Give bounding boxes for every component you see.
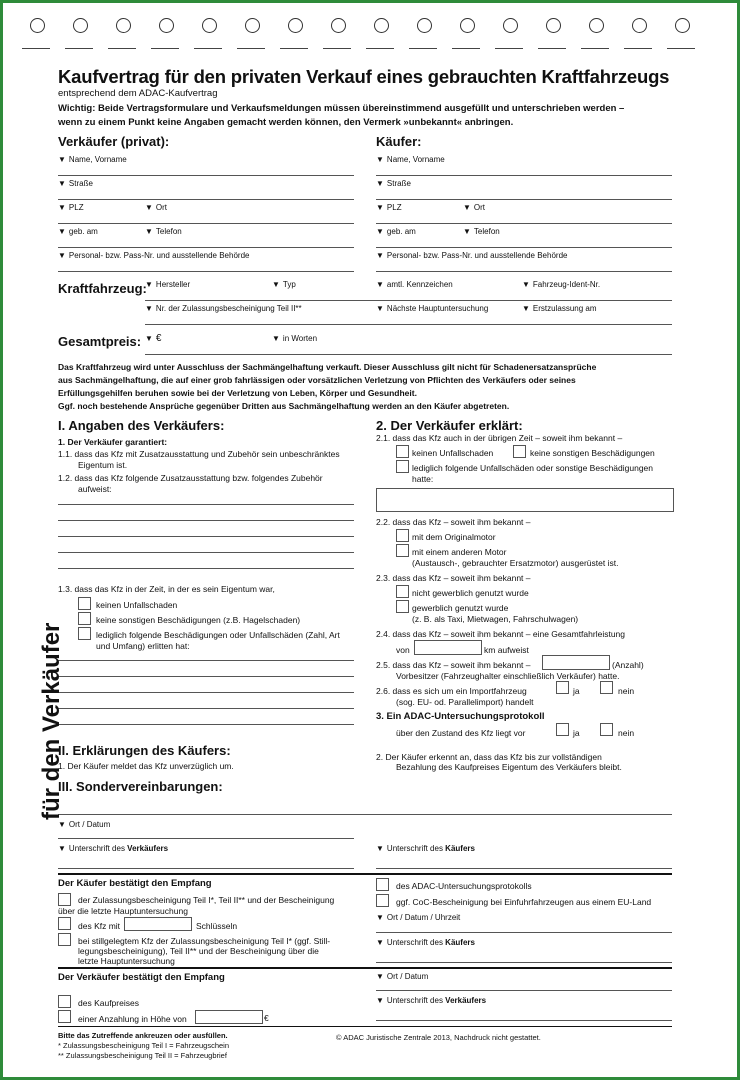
item-1-2-b: aufweist:	[78, 484, 112, 494]
mileage-von: von	[396, 645, 410, 655]
punch-hole	[632, 18, 647, 33]
buyer-receipt-place-field[interactable]	[376, 932, 672, 933]
vehicle-row2-field[interactable]	[145, 324, 672, 325]
seller-heading: Verkäufer (privat):	[58, 134, 170, 149]
item-2-2: 2.2. dass das Kfz – soweit ihm bekannt –	[376, 517, 531, 527]
buyer-born-phone-field[interactable]	[376, 247, 672, 248]
protocol-yes-label: ja	[573, 728, 580, 738]
vehicle-regno-label: ▼ Nr. der Zulassungsbescheinigung Teil II**	[145, 304, 302, 313]
item-2-5: 2.5. dass das Kfz – soweit ihm bekannt –	[376, 660, 531, 670]
warning-line-2: wenn zu einem Punkt keine Angaben gemacht werden können, den Vermerk »unbekannt« anbringen.	[58, 117, 514, 128]
vehicle-vin-label: ▼ Fahrzeug-Ident-Nr.	[522, 280, 600, 289]
option-original-engine: mit dem Originalmotor	[412, 532, 496, 542]
damage-line-4[interactable]	[58, 708, 354, 709]
mileage-km: km aufweist	[484, 645, 529, 655]
seller-receipt-heading: Der Verkäufer bestätigt den Empfang	[58, 972, 225, 983]
damage-line-5[interactable]	[58, 724, 354, 725]
perforation-dash	[495, 48, 523, 49]
buyer-receipt-signature-label: ▼ Unterschrift des Käufers	[376, 938, 475, 947]
perforation-dash	[667, 48, 695, 49]
accessory-line-5[interactable]	[58, 568, 354, 569]
punch-hole	[460, 18, 475, 33]
damage-line-3[interactable]	[58, 692, 354, 693]
punch-hole	[30, 18, 45, 33]
place-date-label: ▼ Ort / Datum	[58, 820, 110, 829]
vehicle-type-label: ▼ Typ	[272, 280, 296, 289]
receipt-r2a: des Kfz mit	[78, 921, 121, 931]
perforation-dash	[624, 48, 652, 49]
special-agreements-field[interactable]	[58, 814, 672, 815]
punch-hole	[73, 18, 88, 33]
buyer-street-field[interactable]	[376, 199, 672, 200]
punch-hole	[202, 18, 217, 33]
footer-fn1: * Zulassungsbescheinigung Teil I = Fahrzeugschein	[58, 1041, 230, 1050]
liability-line-3: Erfüllungsgehilfen beruhen sowie bei der Verletzung von Leben, Körper und Gesundheit.	[58, 388, 417, 398]
checkbox-2-1-no-damage[interactable]	[513, 445, 526, 458]
mileage-field[interactable]	[414, 640, 482, 655]
option-other-engine-b: (Austausch-, gebrauchter Ersatzmotor) ausgerüstet ist.	[412, 558, 619, 568]
buyer-phone-label: ▼ Telefon	[463, 227, 500, 236]
accessory-line-1[interactable]	[58, 504, 354, 505]
perforation-dash	[581, 48, 609, 49]
item-2-6-b: (sog. EU- od. Parallelimport) handelt	[396, 697, 534, 707]
option-1-3-no-damage: keine sonstigen Beschädigungen (z.B. Hagelschaden)	[96, 615, 301, 625]
item-1-1-a: 1.1. dass das Kfz mit Zusatzausstattung und Zubehör sein unbeschränktes	[58, 449, 340, 459]
perforation-dash	[280, 48, 308, 49]
buyer-signature-field[interactable]	[376, 868, 672, 869]
item-2-5-b: Vorbesitzer (Fahrzeughalter einschließlich Verkäufer) hatte.	[396, 671, 620, 681]
buyer-street-label: ▼ Straße	[376, 179, 411, 188]
receipt-r3a: bei stillgelegtem Kfz der Zulassungsbescheinigung Teil I* (ggf. Still-	[78, 936, 331, 946]
seller-phone-label: ▼ Telefon	[145, 227, 182, 236]
section-1-sub: 1. Der Verkäufer garantiert:	[58, 437, 168, 447]
seller-receipt-signature-label: ▼ Unterschrift des Verkäufers	[376, 996, 486, 1005]
option-1-3-damage-a: lediglich folgende Beschädigungen oder Unfallschäden (Zahl, Art	[96, 630, 340, 640]
perforation-dash	[237, 48, 265, 49]
punch-hole	[503, 18, 518, 33]
punch-hole	[159, 18, 174, 33]
checkbox-coc[interactable]	[376, 894, 389, 907]
price-heading: Gesamtpreis:	[58, 334, 142, 349]
seller-born-phone-field[interactable]	[58, 247, 354, 248]
punch-hole	[331, 18, 346, 33]
receipt-right1: des ADAC-Untersuchungsprotokolls	[396, 881, 532, 891]
footer-copyright: © ADAC Juristische Zentrale 2013, Nachdruck nicht gestattet.	[336, 1033, 541, 1042]
checkbox-price-received[interactable]	[58, 995, 71, 1008]
checkbox-other-engine[interactable]	[396, 544, 409, 557]
footer-divider	[58, 1026, 672, 1027]
deposit-amount-field[interactable]	[195, 1010, 263, 1024]
buyer-name-field[interactable]	[376, 175, 672, 176]
buyer-city-label: ▼ Ort	[463, 203, 485, 212]
footer-fn2: ** Zulassungsbescheinigung Teil II = Fahrzeugbrief	[58, 1051, 227, 1060]
punch-hole	[116, 18, 131, 33]
checkbox-2-1-no-accident[interactable]	[396, 445, 409, 458]
checkbox-2-1-damage[interactable]	[396, 460, 409, 473]
item-3-heading: 3. Ein ADAC-Untersuchungsprotokoll	[376, 711, 545, 722]
perforation-dash	[323, 48, 351, 49]
perforation-dash	[409, 48, 437, 49]
receipt-r3b: legungsbescheinigung), Teil II** und der Bescheinigung über die	[78, 946, 319, 956]
damage-line-2[interactable]	[58, 676, 354, 677]
section-2b-heading: II. Erklärungen des Käufers:	[58, 743, 231, 758]
receipt2-divider	[58, 967, 672, 969]
damage-line-1[interactable]	[58, 660, 354, 661]
vehicle-firstreg-label: ▼ Erstzulassung am	[522, 304, 597, 313]
receipt-right2: ggf. CoC-Bescheinigung bei Einfuhrfahrzeugen aus einem EU-Land	[396, 897, 652, 907]
keys-count-field[interactable]	[124, 917, 192, 931]
option-other-engine-a: mit einem anderen Motor	[412, 547, 507, 557]
sideways-label: für den Verkäufer	[38, 622, 65, 820]
seller-id-field[interactable]	[58, 271, 354, 272]
seller-zip-city-field[interactable]	[58, 223, 354, 224]
perforation-dash	[366, 48, 394, 49]
vehicle-heading: Kraftfahrzeug:	[58, 281, 147, 296]
price-words-label: ▼ in Worten	[272, 334, 317, 343]
section-2-heading: 2. Der Verkäufer erklärt:	[376, 418, 523, 433]
seller-signature-label: ▼ Unterschrift des Verkäufers	[58, 844, 168, 853]
accessory-line-4[interactable]	[58, 552, 354, 553]
checkbox-1-3-no-damage[interactable]	[78, 612, 91, 625]
receipt2-r2: einer Anzahlung in Höhe von	[78, 1014, 187, 1024]
buyer-receipt-signature-field[interactable]	[376, 962, 672, 963]
checkbox-commercial[interactable]	[396, 600, 409, 613]
buyer-decl-2a: 2. Der Käufer erkennt an, dass das Kfz bis zur vollständigen	[376, 752, 602, 762]
perforation-dash	[65, 48, 93, 49]
seller-receipt-place-field[interactable]	[376, 990, 672, 991]
option-2-1-damage-a: lediglich folgende Unfallschäden oder sonstige Beschädigungen	[412, 463, 654, 473]
option-1-3-damage-b: und Umfang) erlitten hat:	[96, 641, 190, 651]
perforation-dash	[194, 48, 222, 49]
section-3-heading: III. Sondervereinbarungen:	[58, 779, 223, 794]
owners-count-label: (Anzahl)	[612, 660, 644, 670]
place-date-field[interactable]	[58, 838, 354, 839]
punch-hole	[245, 18, 260, 33]
checkbox-1-3-damage[interactable]	[78, 627, 91, 640]
receipt-r3c: letzte Hauptuntersuchung	[78, 956, 175, 966]
item-2-1: 2.1. dass das Kfz auch in der übrigen Zeit – soweit ihm bekannt –	[376, 433, 623, 443]
checkbox-protocol-no[interactable]	[600, 723, 613, 736]
item-2-4: 2.4. dass das Kfz – soweit ihm bekannt – eine Gesamtfahrleistung	[376, 629, 625, 639]
option-commercial-a: gewerblich genutzt wurde	[412, 603, 509, 613]
checkbox-import-no[interactable]	[600, 681, 613, 694]
import-yes-label: ja	[573, 686, 580, 696]
checkbox-registration-docs[interactable]	[58, 893, 71, 906]
vehicle-row1-field[interactable]	[145, 300, 672, 301]
page-title: Kaufvertrag für den privaten Verkauf eines gebrauchten Kraftfahrzeugs	[58, 66, 670, 87]
checkbox-protocol-yes[interactable]	[556, 723, 569, 736]
item-1-2-a: 1.2. dass das Kfz folgende Zusatzausstattung bzw. folgendes Zubehör	[58, 473, 323, 483]
seller-street-label: ▼ Straße	[58, 179, 93, 188]
seller-born-label: ▼ geb. am	[58, 227, 98, 236]
receipt-r1b: über die letzte Hauptuntersuchung	[58, 906, 188, 916]
item-2-6-a: 2.6. dass es sich um ein Importfahrzeug	[376, 686, 527, 696]
accessory-line-3[interactable]	[58, 536, 354, 537]
seller-signature-field[interactable]	[58, 868, 354, 869]
perforation-dash	[452, 48, 480, 49]
price-currency: ▼ €	[145, 333, 161, 344]
buyer-name-label: ▼ Name, Vorname	[376, 155, 445, 164]
punch-hole	[675, 18, 690, 33]
deposit-euro: €	[264, 1013, 269, 1023]
punch-hole	[417, 18, 432, 33]
perforation-dash	[538, 48, 566, 49]
item-3-text: über den Zustand des Kfz liegt vor	[396, 728, 526, 738]
checkbox-original-engine[interactable]	[396, 529, 409, 542]
checkbox-keys[interactable]	[58, 917, 71, 930]
liability-line-2: aus Sachmängelhaftung, die auf einer grob fahrlässigen oder vorsätzlichen Verletzung von Pflichten des Verkäufers oder seines	[58, 375, 576, 385]
buyer-receipt-place-label: ▼ Ort / Datum / Uhrzeit	[376, 913, 460, 922]
seller-name-label: ▼ Name, Vorname	[58, 155, 127, 164]
option-not-commercial: nicht gewerblich genutzt wurde	[412, 588, 529, 598]
punch-hole	[288, 18, 303, 33]
option-1-3-no-accident: keinen Unfallschaden	[96, 600, 178, 610]
seller-zip-label: ▼ PLZ	[58, 203, 84, 212]
section-1-heading: I. Angaben des Verkäufers:	[58, 418, 225, 433]
warning-line-1: Wichtig: Beide Vertragsformulare und Verkaufsmeldungen müssen übereinstimmend ausgefüllt und unterschrieben werden –	[58, 103, 625, 114]
checkbox-adac-protocol[interactable]	[376, 878, 389, 891]
import-no-label: nein	[618, 686, 635, 696]
damage-2-1-field[interactable]	[376, 488, 674, 512]
buyer-zip-city-field[interactable]	[376, 223, 672, 224]
accessory-line-2[interactable]	[58, 520, 354, 521]
item-1-3: 1.3. dass das Kfz in der Zeit, in der es sein Eigentum war,	[58, 584, 275, 594]
liability-line-4: Ggf. noch bestehende Ansprüche gegenüber Dritten aus Sachmängelhaftung werden an den Käufer abgetreten.	[58, 401, 510, 411]
seller-receipt-signature-field[interactable]	[376, 1020, 672, 1021]
checkbox-deregistered[interactable]	[58, 933, 71, 946]
buyer-signature-label: ▼ Unterschrift des Käufers	[376, 844, 475, 853]
seller-street-field[interactable]	[58, 199, 354, 200]
seller-city-label: ▼ Ort	[145, 203, 167, 212]
punch-hole	[374, 18, 389, 33]
perforation-dash	[22, 48, 50, 49]
vehicle-maker-label: ▼ Hersteller	[145, 280, 190, 289]
protocol-no-label: nein	[618, 728, 635, 738]
option-2-1-damage-b: hatte:	[412, 474, 434, 484]
receipt-r2b: Schlüsseln	[196, 921, 238, 931]
checkbox-deposit[interactable]	[58, 1010, 71, 1023]
vehicle-inspection-label: ▼ Nächste Hauptuntersuchung	[376, 304, 488, 313]
buyer-decl-2b: Bezahlung des Kaufpreises Eigentum des Verkäufers bleibt.	[396, 762, 622, 772]
buyer-born-label: ▼ geb. am	[376, 227, 416, 236]
perforation-dash	[151, 48, 179, 49]
footer-note: Bitte das Zutreffende ankreuzen oder ausfüllen.	[58, 1031, 228, 1040]
option-commercial-b: (z. B. als Taxi, Mietwagen, Fahrschulwagen)	[412, 614, 579, 624]
option-2-1-no-damage: keine sonstigen Beschädigungen	[530, 448, 655, 458]
option-2-1-no-accident: keinen Unfallschaden	[412, 448, 494, 458]
receipt-r1a: der Zulassungsbescheinigung Teil I*, Teil II** und der Bescheinigung	[78, 895, 335, 905]
seller-id-label: ▼ Personal- bzw. Pass-Nr. und ausstellende Behörde	[58, 251, 249, 260]
perforation-dash	[108, 48, 136, 49]
buyer-id-label: ▼ Personal- bzw. Pass-Nr. und ausstellende Behörde	[376, 251, 567, 260]
item-2-3: 2.3. dass das Kfz – soweit ihm bekannt –	[376, 573, 531, 583]
buyer-heading: Käufer:	[376, 134, 422, 149]
checkbox-import-yes[interactable]	[556, 681, 569, 694]
subtitle: entsprechend dem ADAC-Kaufvertrag	[58, 88, 218, 99]
item-1-1-b: Eigentum ist.	[78, 460, 128, 470]
buyer-decl-1: 1. Der Käufer meldet das Kfz unverzüglich um.	[58, 761, 234, 771]
owners-count-field[interactable]	[542, 655, 610, 670]
punch-hole	[546, 18, 561, 33]
punch-hole	[589, 18, 604, 33]
seller-receipt-place-label: ▼ Ort / Datum	[376, 972, 428, 981]
receipt2-r1: des Kaufpreises	[78, 998, 139, 1008]
buyer-id-field[interactable]	[376, 271, 672, 272]
price-field[interactable]	[145, 354, 672, 355]
buyer-zip-label: ▼ PLZ	[376, 203, 402, 212]
liability-line-1: Das Kraftfahrzeug wird unter Ausschluss der Sachmängelhaftung verkauft. Dieser Ausschluss gilt nicht für Schadenersatzansprüche	[58, 362, 597, 372]
buyer-receipt-heading: Der Käufer bestätigt den Empfang	[58, 878, 212, 889]
seller-name-field[interactable]	[58, 175, 354, 176]
checkbox-not-commercial[interactable]	[396, 585, 409, 598]
vehicle-plate-label: ▼ amtl. Kennzeichen	[376, 280, 453, 289]
receipt-divider	[58, 873, 672, 875]
checkbox-1-3-no-accident[interactable]	[78, 597, 91, 610]
